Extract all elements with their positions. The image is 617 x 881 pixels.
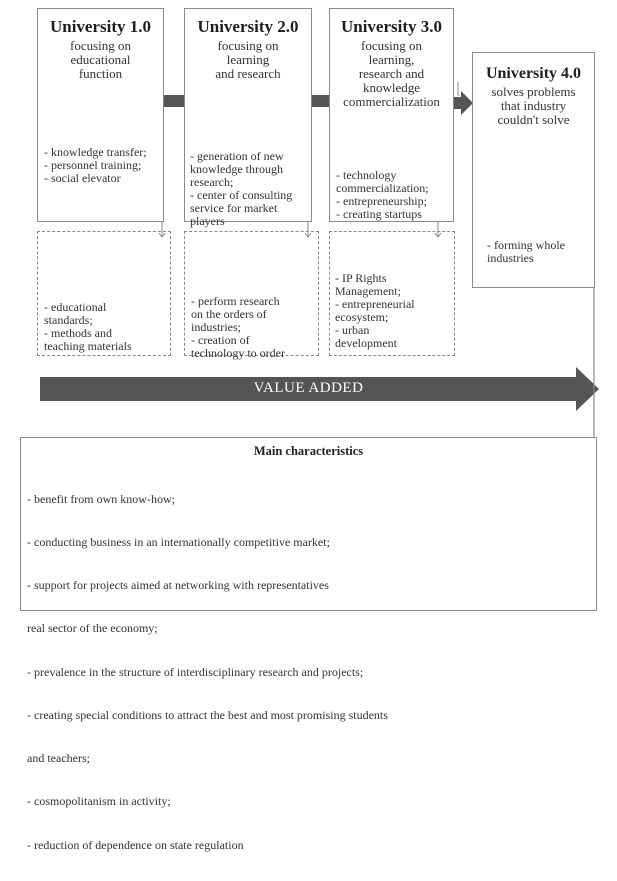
stage-outcomes-3: - IP Rights Management; - entrepreneurial ecosystem; - urban development [329, 231, 455, 356]
list-item: and teachers; [27, 751, 90, 766]
main-characteristics-list [27, 463, 596, 881]
stage-subtitle: focusing on educational function [69, 38, 132, 81]
list-item: - prevalence in the structure of interdisciplinary research and projects; [27, 664, 364, 679]
list-item: - creating special conditions to attract the best and most promising students [27, 707, 388, 722]
list-item: - cosmopolitanism in activity; [27, 794, 171, 809]
stage-title: University 1.0 [49, 17, 152, 36]
stage-items: - forming whole industries [487, 238, 565, 265]
value-added-label: VALUE ADDED [253, 380, 364, 396]
stage-box-4 [472, 52, 595, 288]
list-item: - support for projects aimed at networking with representatives [27, 578, 329, 593]
stage-items: - generation of new knowledge through research; - center of consulting service for market players [190, 149, 293, 228]
stage-box-3 [329, 8, 454, 222]
main-characteristics-box [20, 437, 597, 852]
stage-box-2 [184, 8, 312, 228]
stage-items: - technology commercialization; - entrepreneurship; - creating startups [336, 168, 429, 221]
stage-subtitle: solves problems that industry couldn't solve [491, 84, 576, 127]
list-item: - benefit from own know-how; [27, 491, 175, 506]
stage-title: University 2.0 [197, 17, 299, 36]
main-characteristics-title: Main characteristics [253, 444, 364, 458]
list-item: real sector of the economy; [27, 621, 158, 636]
stage-title: University 3.0 [340, 17, 443, 36]
stage-subtitle: focusing on learning, research and knowledge commercialization [343, 38, 440, 109]
list-item: - conducting business in an internationally competitive market; [27, 535, 330, 550]
stage-outcomes-2: - perform research on the orders of industries; - creation of technology to order [184, 231, 319, 356]
list-item: - reduction of dependence on state regulation [27, 837, 244, 852]
stage-subtitle: focusing on learning and research [215, 38, 281, 81]
stage-outcomes-1: - educational standards; - methods and teaching materials [37, 231, 171, 356]
stage-title: University 4.0 [485, 65, 582, 82]
stage-items: - knowledge transfer; - personnel training; - social elevator [44, 145, 147, 185]
stage-box-1 [37, 8, 164, 222]
